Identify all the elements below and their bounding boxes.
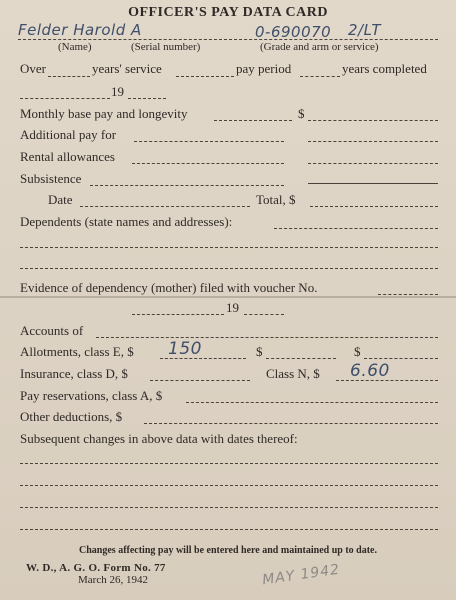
dependents-blank-2 (20, 247, 438, 248)
subsistence-blank (90, 185, 284, 186)
handwritten-grade: 2/LT (348, 21, 382, 39)
allotment-blank-2 (266, 358, 336, 359)
card-title: OFFICER'S PAY DATA CARD (128, 5, 328, 20)
over-blank (48, 76, 90, 77)
date-label: Date (48, 192, 73, 207)
dependents-label: Dependents (state names and addresses): (20, 214, 233, 229)
other-deductions-label: Other deductions, $ (20, 409, 123, 424)
received-stamp: MAY 1942 (261, 561, 342, 589)
date-blank (80, 206, 250, 207)
monthly-dollar: $ (298, 106, 305, 121)
dependents-blank-3 (20, 268, 438, 269)
date-year-blank (128, 98, 166, 99)
form-date: March 26, 1942 (78, 574, 148, 586)
form-number: W. D., A. G. O. Form No. 77 (26, 562, 166, 574)
over-label: Over (20, 61, 46, 76)
subsequent-blank-1 (20, 463, 438, 464)
fold-crease (0, 296, 456, 298)
additional-pay-label: Additional pay for (20, 127, 117, 142)
total-blank (310, 206, 438, 207)
allotments-label: Allotments, class E, $ (20, 344, 134, 359)
accounts-of-label: Accounts of (20, 323, 84, 338)
allotment-dollar-3: $ (354, 344, 361, 359)
evidence-year-blank (244, 314, 284, 315)
total-label: Total, $ (256, 192, 296, 207)
date-day-blank (20, 98, 110, 99)
handwritten-allotment: 150 (168, 339, 202, 359)
handwritten-serial: 0-690070 (255, 23, 332, 41)
rental-blank (132, 163, 284, 164)
handwritten-name: Felder Harold A (18, 21, 142, 39)
evidence-label: Evidence of dependency (mother) filed with voucher No. (20, 280, 318, 295)
evidence-day-blank (132, 314, 224, 315)
caption-grade: (Grade and arm or service) (260, 41, 379, 53)
insurance-blank (150, 380, 250, 381)
pay-period-blank (300, 76, 340, 77)
allotment-blank-3 (364, 358, 438, 359)
year-19-label: 19 (111, 84, 124, 99)
other-deductions-blank (144, 423, 438, 424)
monthly-amount-blank (308, 120, 438, 121)
handwritten-class-n: 6.60 (350, 361, 390, 381)
accounts-of-blank (96, 337, 438, 338)
rental-amount-blank (308, 163, 438, 164)
pay-period-label: pay period (236, 61, 292, 76)
caption-serial: (Serial number) (131, 41, 201, 53)
caption-name: (Name) (58, 41, 92, 53)
subsistence-amount-line (308, 183, 438, 184)
additional-amount-blank (308, 141, 438, 142)
additional-pay-blank (134, 141, 284, 142)
years-completed-label: years completed (342, 61, 427, 76)
subsistence-label: Subsistence (20, 171, 82, 186)
insurance-label: Insurance, class D, $ (20, 366, 128, 381)
footer-note: Changes affecting pay will be entered here and maintained up to date. (79, 545, 377, 556)
allotment-dollar-2: $ (256, 344, 263, 359)
monthly-base-blank (214, 120, 292, 121)
evidence-blank (378, 294, 438, 295)
monthly-base-label: Monthly base pay and longevity (20, 106, 188, 121)
subsequent-blank-2 (20, 485, 438, 486)
pay-reservations-blank (186, 402, 438, 403)
subsequent-blank-4 (20, 529, 438, 530)
years-service-label: years' service (92, 61, 162, 76)
allotment-e-blank (160, 358, 246, 359)
evidence-year-19: 19 (226, 300, 239, 315)
class-n-blank (336, 380, 438, 381)
class-n-label: Class N, $ (266, 366, 320, 381)
subsequent-label: Subsequent changes in above data with dates thereof: (20, 431, 298, 446)
pay-reservations-label: Pay reservations, class A, $ (20, 388, 163, 403)
header-line (18, 39, 438, 40)
subsequent-blank-3 (20, 507, 438, 508)
rental-label: Rental allowances (20, 149, 115, 164)
years-service-blank (176, 76, 234, 77)
dependents-blank-1 (274, 228, 438, 229)
